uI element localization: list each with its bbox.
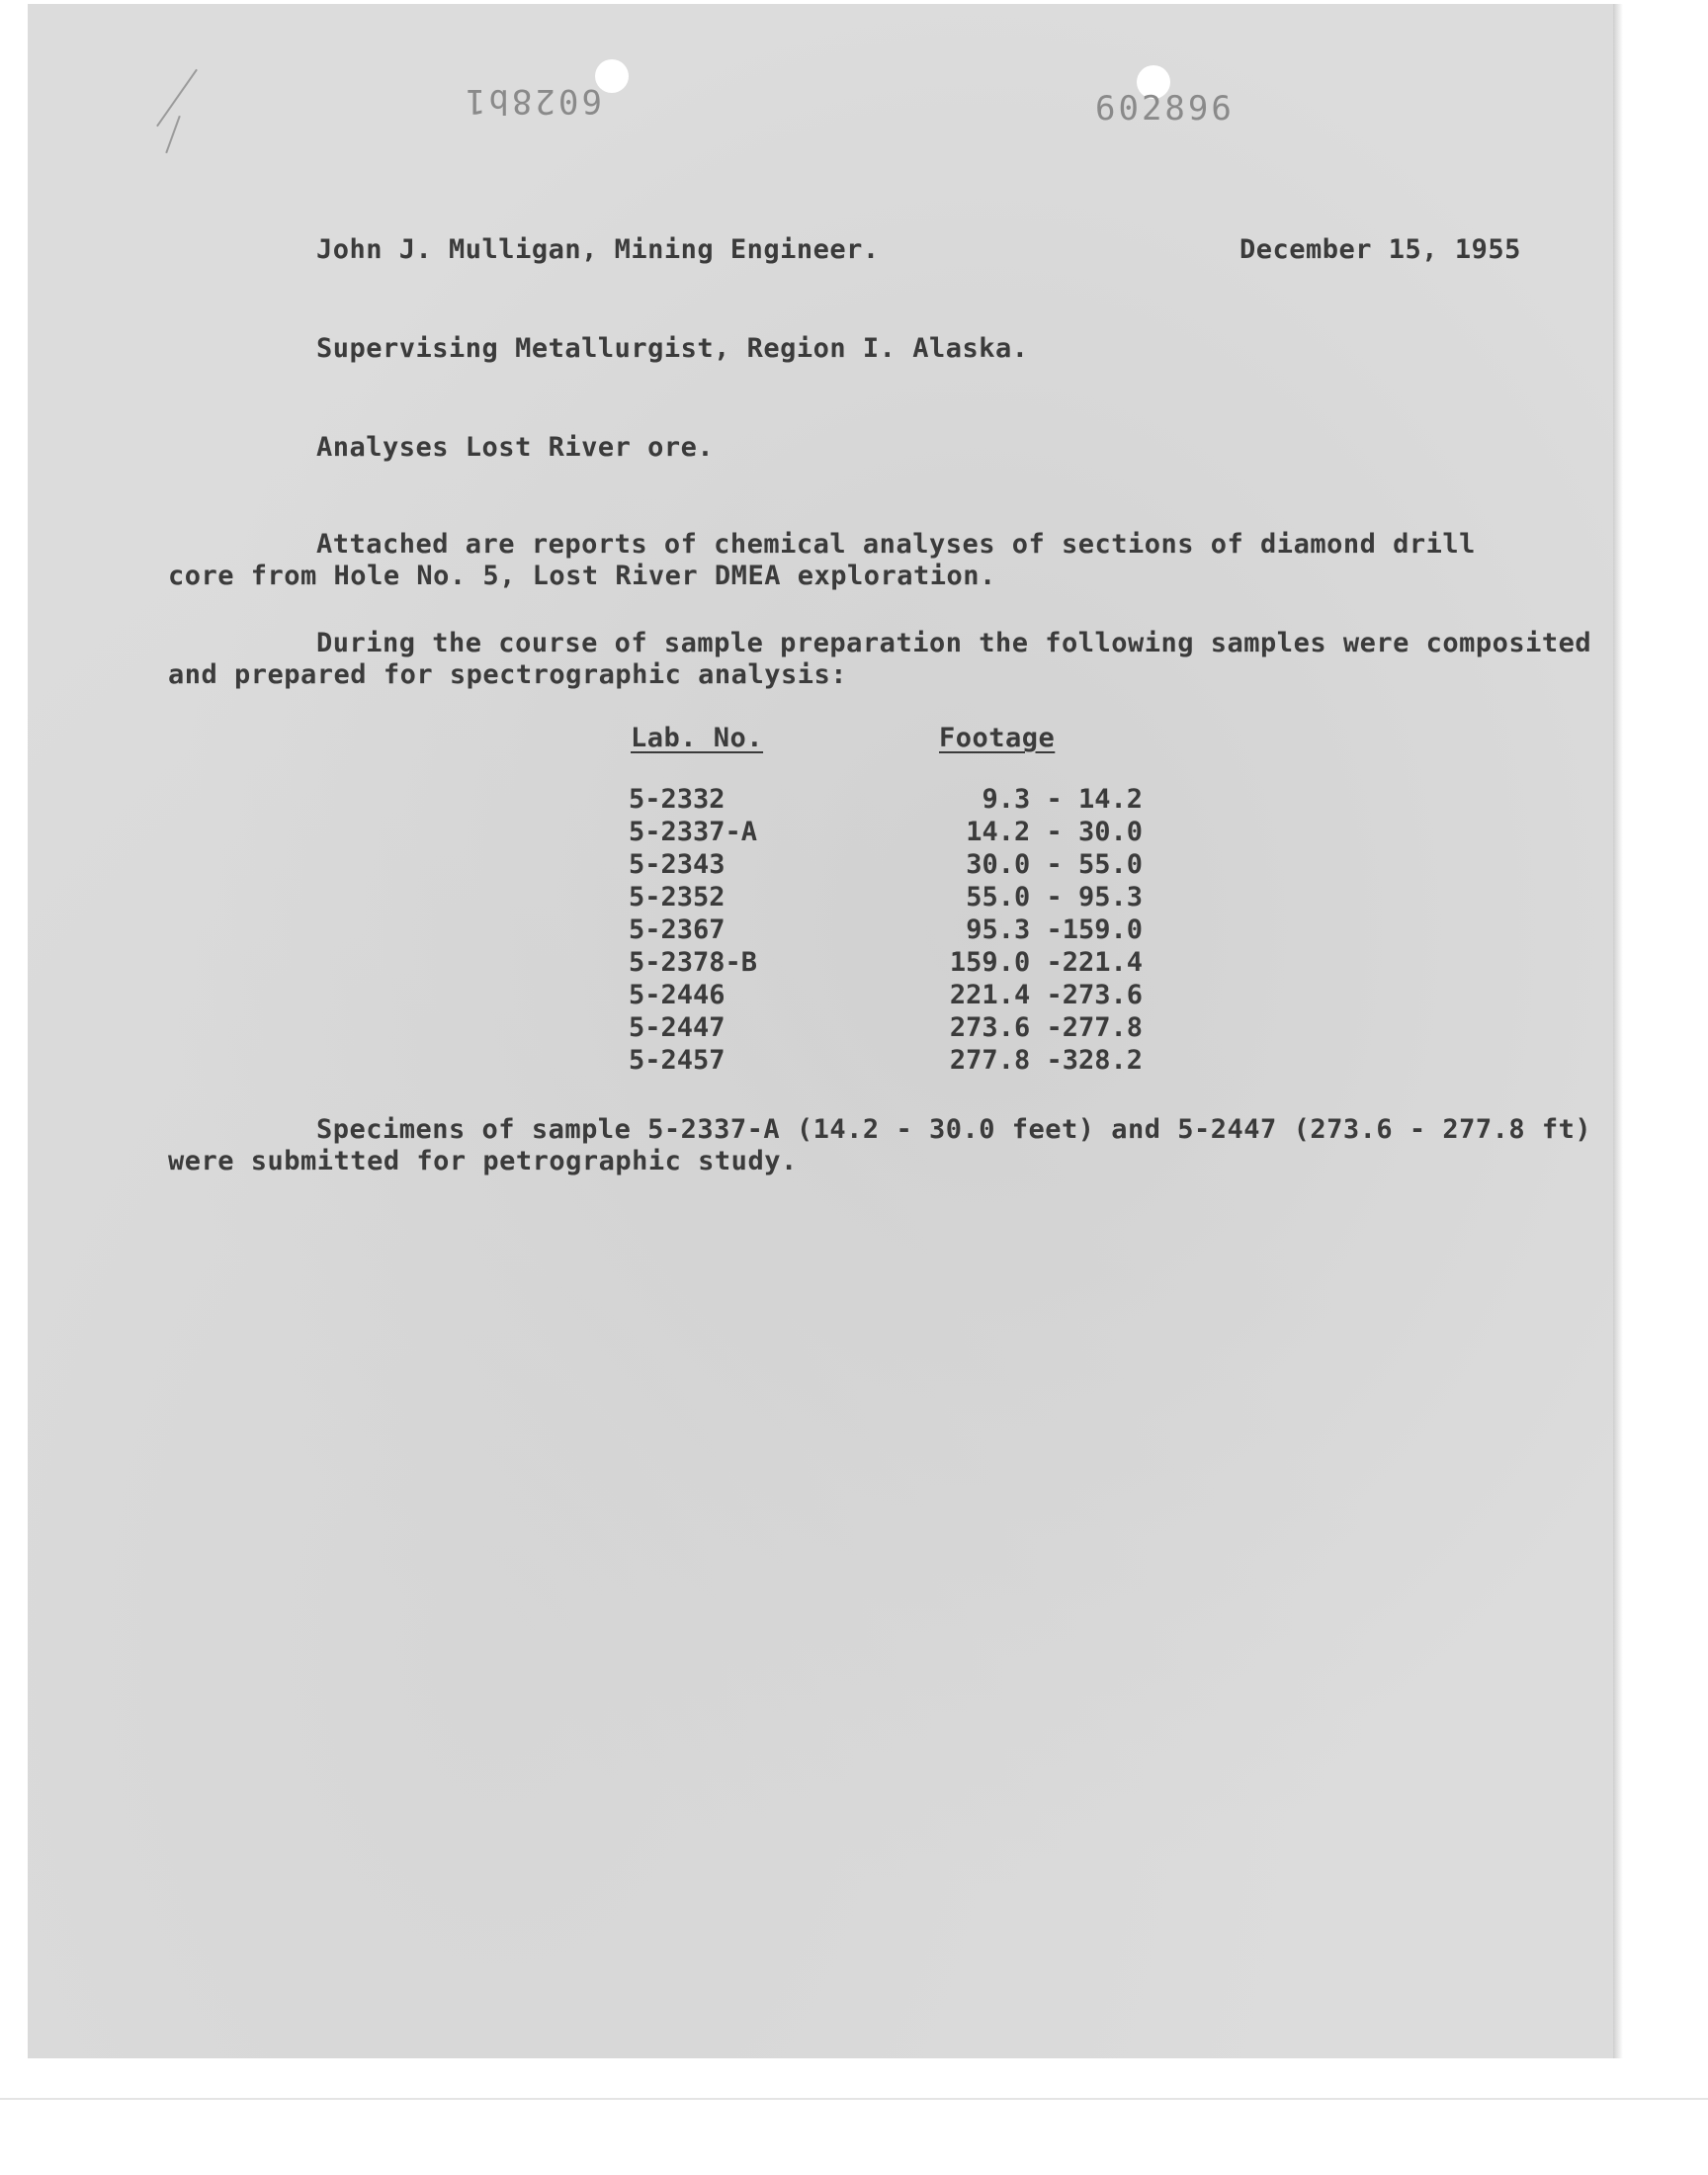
lab-no-cell: 5-2352 (629, 882, 726, 913)
paragraph-3-line-2: were submitted for petrographic study. (168, 1146, 798, 1176)
footage-cell: 14.2 - 30.0 (966, 817, 1143, 847)
document-number-stamp: 602896 (1095, 89, 1235, 129)
lab-no-cell: 5-2332 (629, 784, 726, 815)
table-header-lab-no: Lab. No. (631, 723, 764, 753)
lab-no-cell: 5-2337-A (629, 817, 758, 847)
table-row (629, 816, 1143, 848)
table-row (629, 881, 1143, 914)
footage-cell: 95.3 -159.0 (966, 914, 1143, 945)
footage-cell: 55.0 - 95.3 (966, 882, 1143, 913)
paragraph-2-line-1: During the course of sample preparation the following samples were composited (316, 628, 1592, 658)
paragraph-3-line-1: Specimens of sample 5-2337-A (14.2 - 30.0 feet) and 5-2447 (273.6 - 277.8 ft) (316, 1114, 1592, 1145)
memo-subject: Analyses Lost River ore. (316, 432, 715, 463)
table-row (629, 848, 1143, 881)
footage-cell: 9.3 - 14.2 (982, 784, 1143, 815)
table-row (629, 783, 1143, 816)
lab-no-cell: 5-2378-B (629, 947, 758, 978)
lab-no-cell: 5-2457 (629, 1045, 726, 1076)
lab-no-cell: 5-2446 (629, 980, 726, 1010)
table-header-footage: Footage (939, 723, 1056, 753)
table-row (629, 1044, 1143, 1077)
table-row (629, 946, 1143, 979)
table-row (629, 914, 1143, 946)
table-row (629, 1011, 1143, 1044)
lab-no-cell: 5-2447 (629, 1012, 726, 1043)
footage-cell: 30.0 - 55.0 (966, 849, 1143, 880)
footage-cell: 277.8 -328.2 (949, 1045, 1143, 1076)
lab-no-cell: 5-2367 (629, 914, 726, 945)
table-row (629, 979, 1143, 1011)
paragraph-2-line-2: and prepared for spectrographic analysis: (168, 659, 847, 690)
memo-to: Supervising Metallurgist, Region I. Alaska. (316, 333, 1029, 364)
footage-cell: 221.4 -273.6 (949, 980, 1143, 1010)
pencil-mark (165, 116, 181, 153)
footage-cell: 273.6 -277.8 (949, 1012, 1143, 1043)
memo-date: December 15, 1955 (1239, 234, 1521, 265)
footage-cell: 159.0 -221.4 (949, 947, 1143, 978)
memo-from: John J. Mulligan, Mining Engineer. (316, 234, 880, 265)
lab-no-cell: 5-2343 (629, 849, 726, 880)
samples-table (629, 783, 1143, 1077)
page-edge-shadow (1613, 4, 1623, 2058)
scan-border-line (0, 2098, 1708, 2100)
paragraph-1-line-1: Attached are reports of chemical analyses of sections of diamond drill (316, 529, 1476, 560)
document-page (28, 4, 1613, 2058)
paragraph-1-line-2: core from Hole No. 5, Lost River DMEA exploration. (168, 561, 996, 591)
document-number-stamp-inverted: 6028b1 (463, 81, 602, 121)
